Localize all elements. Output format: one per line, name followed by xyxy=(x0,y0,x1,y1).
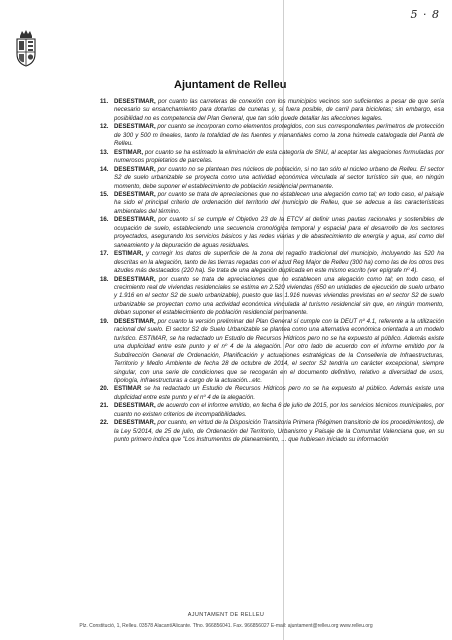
item-body: por cuanto se incorporan como elementos protegidos, con sus correspondientes perímetros de protección de 300 y 500 m lineales, tanto la totalidad de las fuentes y manantiales como la zona húmeda catalogada del Pantà de Relleu. xyxy=(114,123,444,148)
item-body: por cuanto se trata de apreciaciones que no establecen una alegación como tal; en todo caso, el paisaje ha sido el principal criterio de ordenación del territorio del municipio de Relleu, que se adecua a las características ambientales del término. xyxy=(114,190,444,215)
item-number: 12. xyxy=(100,123,109,131)
item-body: por cuanto se ha estimado la eliminación de esta categoría de SNU, al aceptar las alegaciones formuladas por numerosos propietarios de parcelas. xyxy=(114,148,444,165)
item-text xyxy=(114,318,444,386)
item-text xyxy=(114,402,444,419)
list-item xyxy=(100,166,444,191)
item-number: 17. xyxy=(100,250,109,258)
list-item xyxy=(100,98,444,123)
item-text xyxy=(114,216,444,250)
footer-organization: AJUNTAMENT DE RELLEU xyxy=(187,612,265,618)
list-item xyxy=(100,385,444,402)
page-title: Ajuntament de Relleu xyxy=(174,79,287,91)
item-body: por cuanto sí se cumple el Objetivo 23 de la ETCV al definir unas pautas racionales y sostenibles de ocupación de suelo, estableciendo una secuencia cronológica temporal y espacial para el desarrollo de los sectores proyectados, asegurando los servicios básicos y las redes viarias y de abastecimiento de energía y agua, así como del saneamiento y la depuración de aguas residuales. xyxy=(114,216,444,249)
item-body: se ha redactado un Estudio de Recursos Hídricos pero no se ha expuesto al público. Además existe una duplicidad entre este punto y el nº 4 de la alegación. xyxy=(114,385,444,401)
item-verdict: DESESTIMAR, xyxy=(114,216,156,224)
item-verdict: ESTIMAR xyxy=(114,385,142,393)
item-number: 19. xyxy=(100,317,109,325)
item-number: 11. xyxy=(100,98,109,105)
item-body: y corregir los datos de superficie de la zona de regadío tradicional del municipio, incluyendo las 520 ha descritas en la alegación, tanto de las tierras regadas con el azud Reg Major de Relleu (300 ha) como las de los otros tres azudes más destacados (220 ha). Se trata de una alegación duplicada en este mismo escrito (ver epígrafe nº 4). xyxy=(114,250,444,275)
item-number: 20. xyxy=(100,385,109,393)
item-number: 22. xyxy=(100,419,109,427)
item-verdict: DESESTIMAR, xyxy=(114,275,156,283)
item-text xyxy=(114,385,444,402)
handwritten-page-number: 5 · 8 xyxy=(410,8,440,21)
item-body: por cuanto, en virtud de la Disposición Transitoria Primera (Régimen transitorio de los procedimientos), de la Ley 5/2014, de 25 de julio, de Ordenación del Territorio, Urbanismo y Paisaje de la Comunitat Valenciana que, en su punto primero indica que "Los instrumentos de planeamiento, ... que hubiesen iniciado su información xyxy=(114,419,444,444)
list-item xyxy=(100,318,444,386)
item-text xyxy=(114,98,444,123)
item-text xyxy=(114,149,444,166)
list-item xyxy=(100,191,444,216)
item-text xyxy=(114,419,444,444)
item-text xyxy=(114,166,444,191)
item-verdict: ESTIMAR, xyxy=(114,148,144,156)
item-verdict: DESESTIMAR, xyxy=(114,165,156,173)
item-number: 21. xyxy=(100,402,109,410)
item-number: 14. xyxy=(100,165,109,173)
item-body: por cuanto se trata de apreciaciones que no establecen una alegación como tal; en todo caso, el crecimiento real de viviendas residenciales se estima en 2.520 viviendas (650 en unidades de ejecución de suelo urbano y 1.916 en el sector S2 de suelo urbanizable), puesto que las 1.916 nuevas viviendas previstas en el sector S2 de suelo urbanizable se proyectan como una actividad económica vinculada al turismo residencial sin que, en ningún momento, deban suponer el establecimiento de población residencial permanente. xyxy=(114,275,444,317)
item-verdict: DESESTIMAR, xyxy=(114,317,156,325)
list-item xyxy=(100,419,444,444)
item-number: 16. xyxy=(100,216,109,224)
item-body: por cuanto no se plantean tres núcleos de población, si no tan sólo el núcleo urbano de Relleu. El sector S2 de suelo urbanizable se proyecta como una actividad económica vinculada al sector turístico sin que, en ningún momento, debe suponer el establecimiento de población residencial permanente. xyxy=(114,165,444,190)
item-verdict: DESESTIMAR, xyxy=(114,419,156,427)
list-item xyxy=(100,276,444,318)
list-item xyxy=(100,216,444,250)
item-verdict: DESESTIMAR, xyxy=(114,402,156,410)
list-item xyxy=(100,123,444,148)
list-item xyxy=(100,402,444,419)
item-number: 15. xyxy=(100,190,109,198)
coat-of-arms-icon xyxy=(12,28,40,68)
item-body: de acuerdo con el informe emitido, en fecha 6 de julio de 2015, por los servicios técnicos municipales, por cuanto no existen criterios de incompatibilidades. xyxy=(114,402,444,418)
list-item xyxy=(100,149,444,166)
item-number: 18. xyxy=(100,275,109,283)
item-text xyxy=(114,250,444,275)
footer-contact: Plz. Constitució, 1, Relleu. 03578 Alacant/Alicante. Tfno. 966856041. Fax. 966856027 E-mail: ajuntament@relleu.org www.relleu.org xyxy=(79,623,373,629)
resolution-list xyxy=(100,98,444,445)
item-text xyxy=(114,191,444,216)
item-text xyxy=(114,276,444,318)
item-text xyxy=(114,123,444,148)
item-number: 13. xyxy=(100,148,109,156)
item-verdict: DESESTIMAR, xyxy=(114,98,156,105)
item-verdict: DESESTIMAR, xyxy=(114,123,156,131)
item-body: por cuanto la versión preliminar del Plan General sí cumple con la DEUT nº 4.1, referente a la utilización racional del suelo. El sector S2 de Suelo Urbanizable se plantea como una alternativa económica orientada a un modelo turístico. ESTIMAR, se ha redactado un Estudio de Recursos Hídricos pero no se ha expuesto al público. Además existe una duplicidad entre este punto y el nº 4 de la alegación. Por otro lado de acuerdo con el informe emitido por la Subdirección General de Ordenación, Planificación y actuaciones estratégicas de la Conselleria de Infraestructuras, Territorio y Medio Ambiente de fecha 28 de octubre de 2014, el sector S2 tendría un carácter excepcional, siempre singular, con una serie de condiciones que se recogerán en el documento definitivo, relativo a diversidad de usos, tipología, infraestructuras a cargo de la actuación...etc. xyxy=(114,317,444,384)
item-body: por cuanto las carreteras de conexión con los municipios vecinos son suficientes a pesar de que sería necesario su ensanchamiento para dotarlas de cunetas y, si fuera posible, de carril para bicicletas; sin embargo, esa posibilidad no es competencia del Plan General, que tan sólo puede detallar las afecciones legales. xyxy=(114,98,444,122)
item-verdict: DESESTIMAR, xyxy=(114,190,156,198)
list-item xyxy=(100,250,444,275)
item-verdict: ESTIMAR, xyxy=(114,250,144,258)
